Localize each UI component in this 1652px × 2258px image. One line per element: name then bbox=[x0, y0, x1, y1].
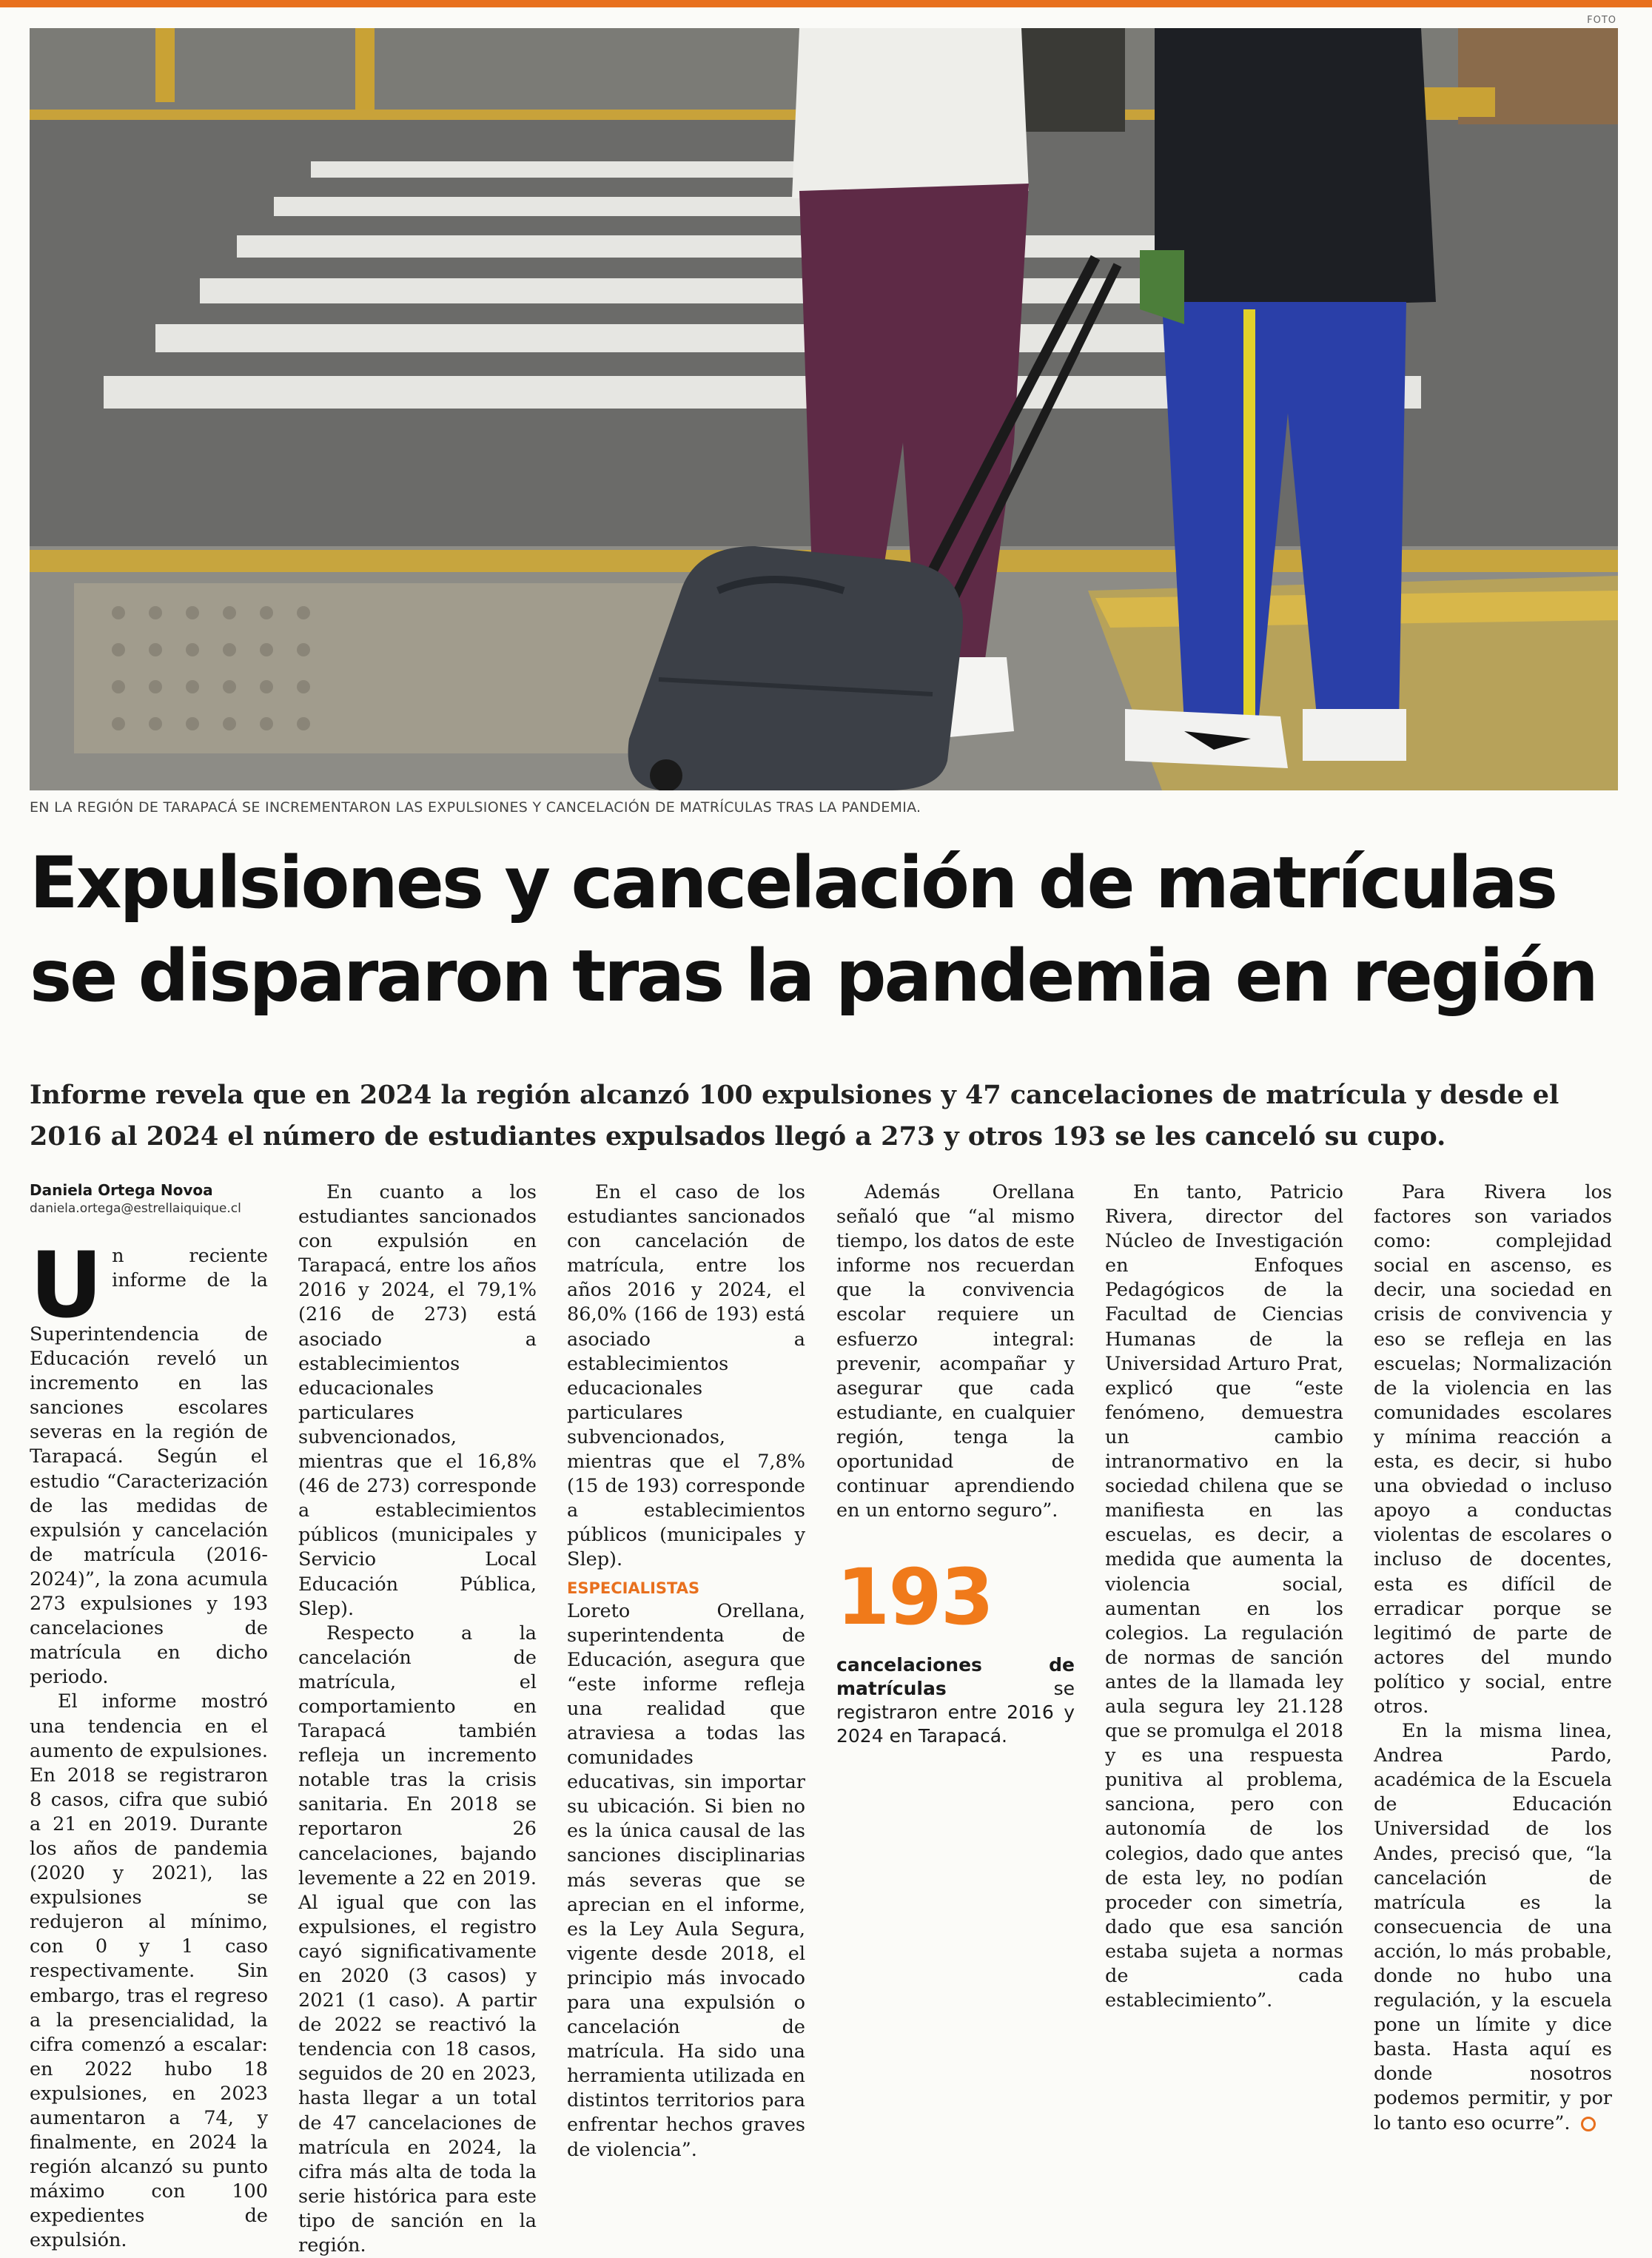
paragraph-expulsions-breakdown: En cuanto a los estudiantes sancionados con expulsión en Tarapacá, entre los años 2016 y 2024, el 79,1% (216 de 273) está asociado a establecimientos educacionales particulares subvencionados, mientras que el 16,8% (46 de 273) corresponde a establecimientos públicos (municipales y Servicio Local Educación Pública, Slep). bbox=[298, 1181, 537, 1620]
photo-credit: FOTO bbox=[1587, 15, 1616, 26]
paragraph-pardo-quote bbox=[1374, 1719, 1612, 2136]
paragraph-cancellations-breakdown: En el caso de los estudiantes sancionados con cancelación de matrícula, entre los años 2016 y 2024, el 86,0% (166 de 193) está asociado a establecimientos educacionales particulares subvencionados, mientras que el 7,8% (15 de 193) corresponde a establecimientos públicos (municipales y Slep). bbox=[567, 1181, 805, 1571]
photo-caption: EN LA REGIÓN DE TARAPACÁ SE INCREMENTARON LAS EXPULSIONES Y CANCELACIÓN DE MATRÍCULAS TRAS LA PANDEMIA. bbox=[30, 799, 921, 816]
headline-line-2: se dispararon tras la pandemia en región bbox=[30, 935, 1596, 1018]
paragraph-rivera-factors: Para Rivera los factores son variados como: complejidad social en ascenso, es decir, una sociedad en crisis de convivencia y eso se refleja en las escuelas; Normalización de la violencia en las comunidades escolares y mínima reacción a esta, es decir, si hubo una obviedad o incluso apoyo a conductas violentas de escolares o incluso de docentes, esta es difícil de erradicar porque se legitimó de parte de actores del mundo político y social, entre otros. bbox=[1374, 1181, 1612, 1718]
article-column-2 bbox=[298, 1180, 537, 2258]
paragraph-cancellations-trend: Respecto a la cancelación de matrícula, el comportamiento en Tarapacá también refleja un incremento notable tras la crisis sanitaria. En 2018 se reportaron 26 cancelaciones, bajando levemente a 22 en 2019. Al igual que con las expulsiones, el registro cayó significativamente en 2020 (3 casos) y 2021 (1 caso). A partir de 2022 se reactivó la tendencia con 18 casos, seguidos de 20 en 2023, hasta llegar a un total de 47 cancelaciones de matrícula en 2024, la cifra más alta de toda la serie histórica para este tipo de sanción en la región. bbox=[298, 1622, 537, 2257]
paragraph-intro-text: n reciente informe de la Superintendencia de Educación reveló un incremento en las sanciones escolares severas en la región de Tarapacá. Según el estudio “Caracterización de las medidas de expulsión y cancelación de matrícula (2016-2024)”, la zona acumula 273 expulsiones y 193 cancelaciones de matrícula en dicho periodo. bbox=[30, 1245, 268, 1689]
byline-author: Daniela Ortega Novoa bbox=[30, 1181, 213, 1199]
headline-line-1: Expulsiones y cancelación de matrículas bbox=[30, 841, 1557, 924]
article-column-5 bbox=[1105, 1180, 1343, 2013]
headline bbox=[30, 836, 1628, 1023]
article-column-3 bbox=[567, 1180, 805, 2163]
highlight-number: 193 bbox=[836, 1552, 993, 1643]
byline-email: daniela.ortega@estrellaiquique.cl bbox=[30, 1201, 241, 1216]
top-accent-bar bbox=[0, 0, 1652, 7]
article-photo bbox=[30, 28, 1618, 790]
end-of-article-icon bbox=[1581, 2117, 1596, 2131]
highlight-label-bold: cancelaciones de matrículas bbox=[836, 1654, 1075, 1700]
article-column-1 bbox=[30, 1180, 268, 2254]
paragraph-orellana-second-quote: Además Orellana señaló que “al mismo tiempo, los datos de este informe nos recuerdan que la convivencia escolar requiere un esfuerzo integral: prevenir, acompañar y asegurar que cada estudiante, en cualquier región, tenga la oportunidad de continuar aprendiendo en un entorno seguro”. bbox=[836, 1181, 1075, 1522]
section-heading-especialistas: ESPECIALISTAS bbox=[567, 1579, 700, 1597]
paragraph-intro bbox=[30, 1233, 268, 1690]
subheadline: Informe revela que en 2024 la región alcanzó 100 expulsiones y 47 cancelaciones de matrícula y desde el 2016 al 2024 el número de estudiantes expulsados llegó a 273 y otros 193 se les canceló su cupo. bbox=[30, 1080, 1559, 1152]
article-column-4 bbox=[836, 1180, 1075, 1748]
paragraph-expulsions-trend: El informe mostró una tendencia en el aumento de expulsiones. En 2018 se registraron 8 casos, cifra que subió a 21 en 2019. Durante los años de pandemia (2020 y 2021), las expulsiones se redujeron al mínimo, con 0 y 1 caso respectivamente. Sin embargo, tras el regreso a la presencialidad, la cifra comenzó a escalar: en 2022 hubo 18 expulsiones, en 2023 aumentaron a 74, y finalmente, en 2024 la región alcanzó su punto máximo con 100 expedientes de expulsión. bbox=[30, 1690, 268, 2252]
article-column-6 bbox=[1374, 1180, 1612, 2136]
paragraph-rivera-quote: En tanto, Patricio Rivera, director del Núcleo de Investigación en Enfoques Pedagógicos de la Facultad de Ciencias Humanas de la Universidad Arturo Prat, explicó que “este fenómeno, demuestra un cambio intranormativo en la sociedad chilena que se manifiesta en las escuelas, es decir, a medida que aumenta la violencia social, aumentan en los colegios. La regulación de normas de sanción antes de la llamada ley aula segura ley 21.128 que se promulga el 2018 y es una respuesta punitiva al problema, sanciona, pero con autonomía de los colegios, dado que antes de esta ley, no podían proceder con simetría, dado que esa sanción estaba sujeta a normas de cada establecimiento”. bbox=[1105, 1181, 1343, 2012]
paragraph-orellana-quote: Loreto Orellana, superintendenta de Educación, asegura que “este informe refleja una realidad que atraviesa a todas las comunidades educativas, sin importar su ubicación. Si bien no es la única causal de las sanciones disciplinarias más severas que se aprecian en el informe, es la Ley Aula Segura, vigente desde 2018, el principio más invocado para una expulsión o cancelación de matrícula. Ha sido una herramienta utilizada en distintos territorios para enfrentar hechos graves de violencia”. bbox=[567, 1599, 805, 2161]
highlight-label-rest: se registraron entre 2016 y 2024 en Tarapacá. bbox=[836, 1678, 1075, 1747]
street-crossing-illustration bbox=[30, 28, 1618, 790]
paragraph-pardo-text: En la misma linea, Andrea Pardo, académica de la Escuela de Educación Universidad de los Andes, precisó que, “la cancelación de matrícula es la consecuencia de una acción, lo más probable, donde no hubo una regulación, y la escuela pone un límite y dice basta. Hasta aquí es donde nosotros podemos permitir, y por lo tanto eso ocurre”. bbox=[1374, 1720, 1612, 2134]
drop-cap: U bbox=[30, 1233, 104, 1338]
highlight-label bbox=[836, 1653, 1075, 1748]
